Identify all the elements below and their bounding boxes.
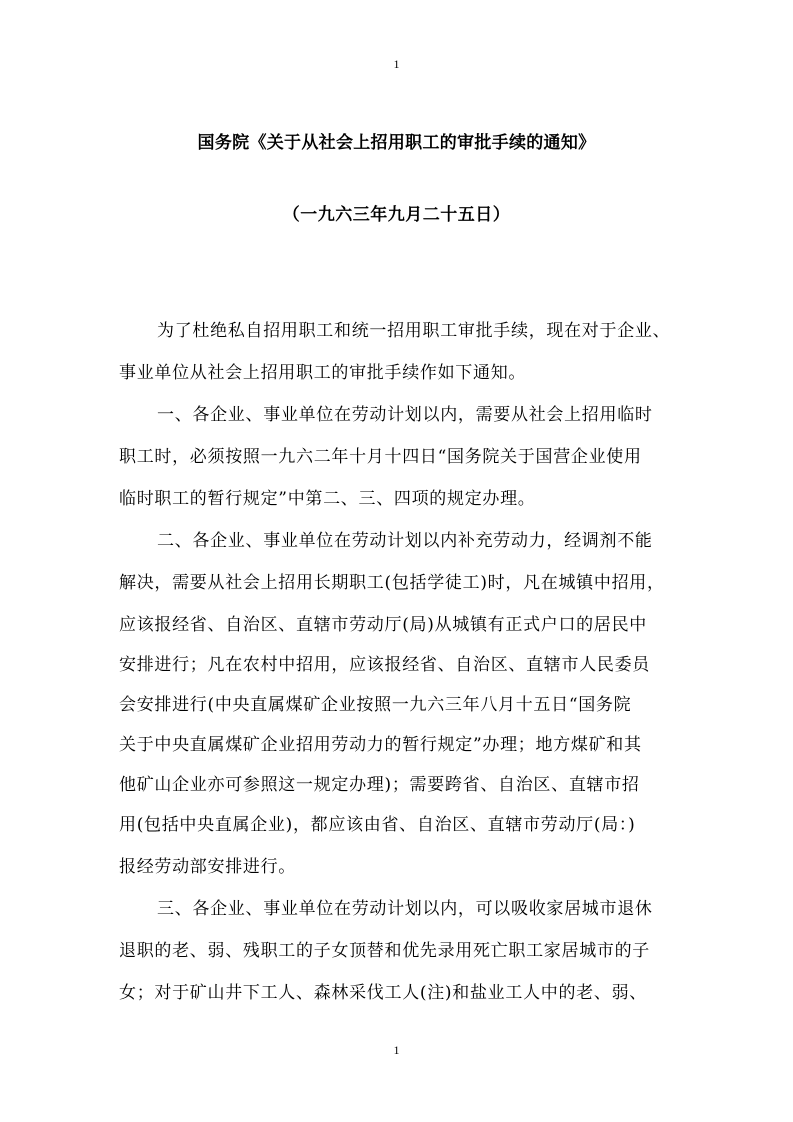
body-line-16: 退职的老、弱、残职工的子女顶替和优先录用死亡职工家居城市的子 [119,941,650,961]
body-line-11: 关于中央直属煤矿企业招用劳动力的暂行规定”办理；地方煤矿和其 [119,735,642,755]
body-line-6: 二、各企业、事业单位在劳动计划以内补充劳动力，经调剂不能 [157,531,653,551]
document-date: （一九六三年九月二十五日） [282,205,511,225]
page-number-bottom: 1 [393,1043,400,1057]
body-line-12: 他矿山企业亦可参照这一规定办理)；需要跨省、自治区、直辖市招 [119,775,640,795]
body-line-13: 用(包括中央直属企业)，都应该由省、自治区、直辖市劳动厅(局：) [119,815,636,835]
body-line-3: 一、各企业、事业单位在劳动计划以内，需要从社会上招用临时 [157,405,653,425]
body-line-10: 会安排进行(中央直属煤矿企业按照一九六三年八月十五日“国务院 [119,695,632,715]
body-line-7: 解决，需要从社会上招用长期职工(包括学徒工)时，凡在城镇中招用， [119,573,665,593]
page-number-top: 1 [393,57,400,71]
body-line-4: 职工时，必须按照一九六二年十月十四日“国务院关于国营企业使用 [119,447,642,467]
document-title: 国务院《关于从社会上招用职工的审批手续的通知》 [197,133,596,153]
document-body [119,313,679,1017]
body-line-17: 女；对于矿山井下工人、森林采伐工人(注)和盐业工人中的老、弱、 [119,983,647,1003]
body-line-15: 三、各企业、事业单位在劳动计划以内，可以吸收家居城市退休 [157,899,653,919]
body-line-5: 临时职工的暂行规定”中第二、三、四项的规定办理。 [119,489,536,509]
body-line-2: 事业单位从社会上招用职工的审批手续作如下通知。 [119,363,527,383]
body-line-8: 应该报经省、自治区、直辖市劳动厅(局)从城镇有正式户口的居民中 [119,615,647,635]
body-line-14: 报经劳动部安排进行。 [119,857,296,877]
body-line-1: 为了杜绝私自招用职工和统一招用职工审批手续，现在对于企业、 [157,321,671,341]
body-line-9: 安排进行；凡在农村中招用，应该报经省、自治区、直辖市人民委员 [119,655,650,675]
